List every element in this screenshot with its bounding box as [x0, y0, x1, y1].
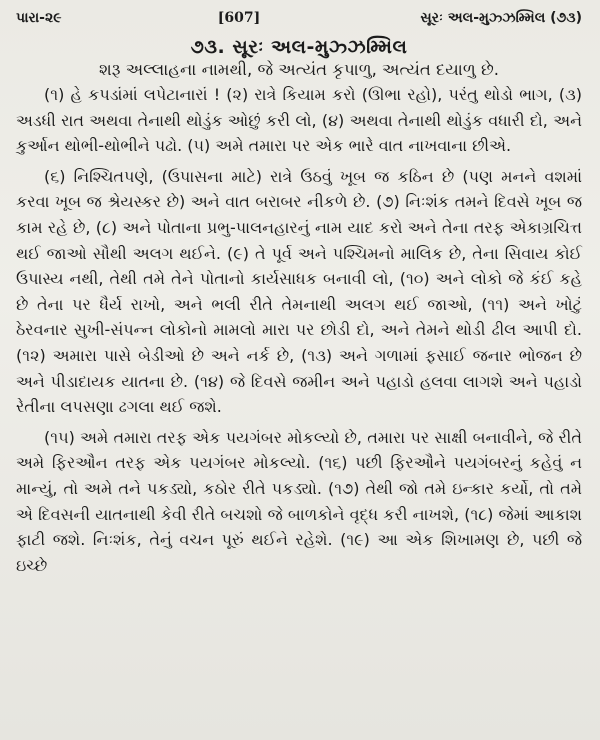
page-number: [607] [217, 10, 261, 26]
page-header [16, 10, 582, 32]
paragraph-2: (૬) નિશ્ચિતપણે, (ઉપાસના માટે) રાત્રે ઉઠવું ખૂબ જ કઠિન છે (પણ મનને વશમાં કરવા ખૂબ જ શ્રેયસ્કર છે) અને વાત બરાબર નીકળે છે. (૭) નિઃશંક તમને દિવસે ખૂબ જ કામ રહે છે, (૮) અને પોતાના પ્રભુ-પાલનહારનું નામ યાદ કરો અને તેના તરફ એકાગ્રચિત્ત થઈ જાઓ સૌથી અલગ થઈને. (૯) તે પૂર્વ અને પશ્ચિમનો માલિક છે, તેના સિવાય કોઈ ઉપાસ્ય નથી, તેથી તમે તેને પોતાનો કાર્યસાધક બનાવી લો, (૧૦) અને લોકો જે કંઈ કહે છે તેના પર ધૈર્ય રાખો, અને ભલી રીતે તેમનાથી અલગ થઈ જાઓ, (૧૧) અને ખોટું ઠેરવનાર સુખી-સંપન્ન લોકોનો મામલો મારા પર છોડી દો, અને તેમને થોડી ઢીલ આપી દો. (૧૨) અમારા પાસે બેડીઓ છે અને નર્ક છે, (૧૩) અને ગળામાં ફસાઈ જનાર ભોજન છે અને પીડાદાયક યાતના છે. (૧૪) જે દિવસે જમીન અને પહાડો હલવા લાગશે અને પહાડો રેતીના લપસણા ઢગલા થઈ જશે. [16, 166, 582, 417]
surah-title: ૭૩. સૂરઃ અલ-મુઝ્ઝમ્મિલ [190, 36, 408, 58]
bismillah-line: શરૂ અલ્લાહના નામથી, જે અત્યંત કૃપાળુ, અત્યંત દયાળુ છે. [99, 60, 499, 79]
paragraph-1: (૧) હે કપડાંમાં લપેટાનારાં ! (૨) રાત્રે કિયામ કરો (ઊભા રહો), પરંતુ થોડો ભાગ, (૩) અડધી રાત અથવા તેનાથી થોડુંક ઓછું કરી લો, (૪) અથવા તેનાથી થોડુંક વધારી દો, અને કુર્આન થોભી-થોભીને પઢો. (૫) અમે તમારા પર એક ભારે વાત નાખવાના છીએ. [16, 85, 582, 156]
paragraph-3: (૧૫) અમે તમારા તરફ એક પયગંબર મોકલ્યો છે, તમારા પર સાક્ષી બનાવીને, જે રીતે અમે ફિરઔન તરફ એક પયગંબર મોકલ્યો. (૧૬) પછી ફિરઔને પયગંબરનું કહેવું ન માન્યું, તો અમે તને પકડ્યો, કઠોર રીતે પકડ્યો. (૧૭) તેથી જો તમે ઇન્કાર કર્યો, તો તમે એ દિવસની યાતનાથી કેવી રીતે બચશો જે બાળકોને વૃદ્ધ કરી નાખશે, (૧૮) જેમાં આકાશ ફાટી જશે. નિઃશંક, તેનું વચન પૂરું થઈને રહેશે. (૧૯) આ એક શિખામણ છે, પછી જે ઇચ્છે [16, 427, 582, 575]
header-surah-label: સૂરઃ અલ-મુઝ્ઝમ્મિલ (૭૩) [420, 10, 582, 26]
header-para-label: પારા-૨૯ [16, 10, 62, 26]
